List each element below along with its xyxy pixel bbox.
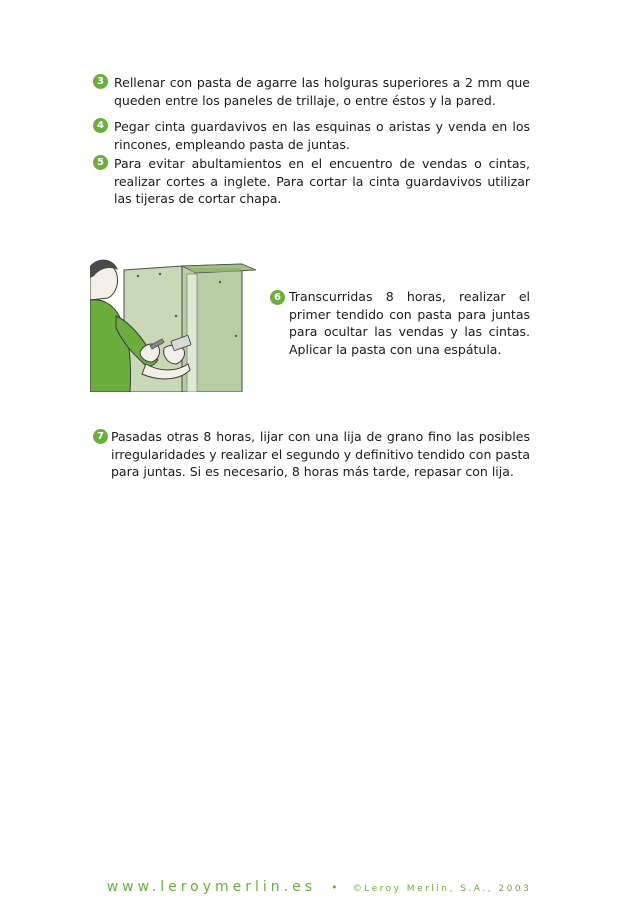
step-5-number-badge: 5 (93, 155, 108, 170)
step-4-number-badge: 4 (93, 118, 108, 133)
step-5 (114, 155, 530, 208)
step-4 (114, 118, 530, 153)
website-url[interactable]: www.leroymerlin.es (106, 879, 317, 895)
step-6-text: Transcurridas 8 horas, realizar el primer tendido con pasta para juntas para ocultar las vendas y las cintas. Aplicar la pasta con una espátula. (289, 289, 530, 357)
step-3-text: Rellenar con pasta de agarre las holguras superiores a 2 mm que queden entre los paneles de trillaje, o entre éstos y la pared. (114, 75, 530, 108)
step-3 (114, 74, 530, 109)
worker-applying-paste-illustration (90, 256, 257, 392)
step-4-text: Pegar cinta guardavivos en las esquinas o aristas y venda en los rincones, empleando pasta de juntas. (114, 119, 530, 152)
copyright-notice: ©Leroy Merlin, S.A., 2003 (352, 884, 532, 894)
step-5-text: Para evitar abultamientos en el encuentro de vendas o cintas, realizar cortes a inglete. Para cortar la cinta guardavivos utilizar las tijeras de cortar chapa. (114, 156, 530, 206)
footer-separator: • (331, 881, 338, 894)
step-7-text: Pasadas otras 8 horas, lijar con una lija de grano fino las posibles irregularidades y realizar el segundo y definitivo tendido con pasta para juntas. Si es necesario, 8 horas más tarde, repasar con lija. (111, 429, 531, 479)
step-3-number-badge: 3 (93, 74, 108, 89)
page-footer (0, 876, 638, 895)
step-7 (111, 428, 530, 481)
step-6-number-badge: 6 (270, 290, 285, 305)
step-7-number-badge: 7 (93, 429, 108, 444)
step-6 (289, 288, 530, 358)
